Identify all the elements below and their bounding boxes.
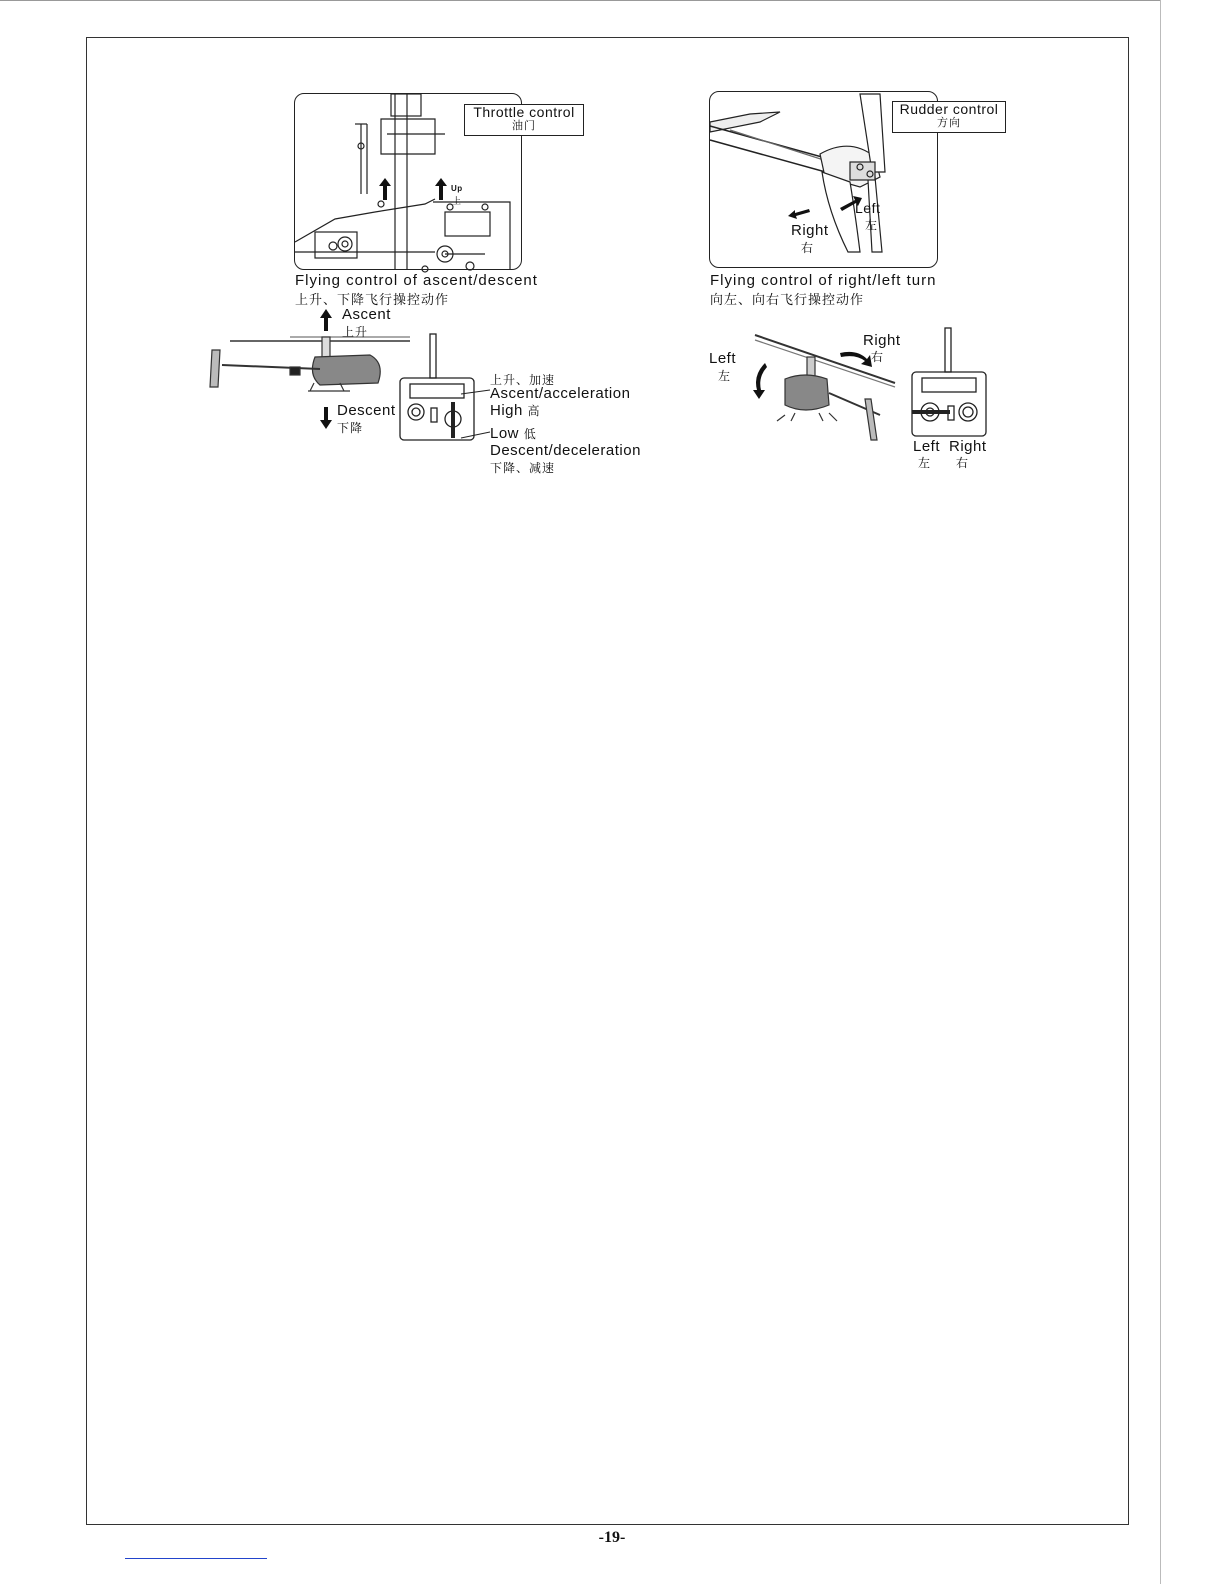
rotate-left-arrow-icon	[753, 363, 767, 399]
rudder-control-title: Rudder control	[899, 101, 999, 117]
high-label	[490, 402, 541, 419]
heli-left-label: Left	[709, 350, 737, 367]
tx-right-label-cn: 右	[956, 456, 970, 470]
transmitter-throttle	[398, 334, 478, 444]
up-label: Up	[451, 184, 463, 193]
rudder-right-label: Right	[791, 222, 829, 239]
page-frame	[86, 37, 1129, 1525]
rudder-caption-cn: 向左、向右飞行操控动作	[710, 293, 865, 308]
heli-left-label-cn: 左	[718, 369, 732, 383]
rudder-caption: Flying control of right/left turn	[710, 272, 937, 289]
footer-link-underline	[125, 1558, 267, 1559]
rudder-right-label-cn: 右	[801, 241, 815, 255]
low-label-cn: 低	[523, 427, 537, 441]
throttle-caption: Flying control of ascent/descent	[295, 272, 538, 289]
rudder-control-label-box	[892, 101, 1006, 133]
right-arrow-icon	[788, 209, 810, 219]
descent-label: Descent	[337, 402, 396, 419]
throttle-control-label-box	[464, 104, 584, 136]
heli-right-label: Right	[863, 332, 901, 349]
up-arrow-icon	[379, 178, 391, 200]
decel-label: Descent/deceleration	[490, 442, 641, 459]
throttle-control-title-cn: 油门	[512, 118, 536, 132]
descent-arrow-icon	[319, 407, 333, 429]
page-number: -19-	[598, 1529, 626, 1546]
high-label-en: High	[490, 402, 523, 419]
tx-left-label: Left	[913, 438, 941, 455]
up-label-cn: 上	[452, 197, 463, 207]
rudder-left-label: Left	[855, 200, 881, 216]
up-arrow-icon	[435, 178, 447, 200]
throttle-control-title: Throttle control	[473, 104, 575, 120]
descent-label-cn: 下降	[337, 421, 364, 435]
page-right-rule	[1160, 0, 1161, 1584]
throttle-mechanism-figure	[294, 93, 575, 270]
ascent-label: Ascent	[342, 306, 391, 323]
rudder-control-title-cn: 方向	[937, 115, 961, 129]
decel-label-cn: 下降、减速	[490, 461, 556, 475]
transmitter-rudder	[910, 328, 990, 440]
rotate-right-arrow-icon	[840, 352, 872, 367]
tx-left-label-cn: 左	[918, 456, 932, 470]
tx-right-label: Right	[949, 438, 987, 455]
ascent-arrow-icon	[319, 309, 333, 331]
low-label-en: Low	[490, 425, 520, 442]
throttle-caption-cn: 上升、下降飞行操控动作	[295, 293, 450, 308]
low-label	[490, 425, 537, 442]
heli-right-label-cn: 右	[871, 350, 885, 364]
accel-label-cn: 上升、加速	[490, 373, 556, 387]
page-top-rule	[0, 0, 1160, 1]
rudder-left-label-cn: 左	[865, 218, 879, 232]
accel-label: Ascent/acceleration	[490, 385, 631, 402]
high-label-cn: 高	[527, 404, 541, 418]
ascent-label-cn: 上升	[342, 325, 369, 339]
rudder-mechanism-figure	[709, 91, 999, 268]
